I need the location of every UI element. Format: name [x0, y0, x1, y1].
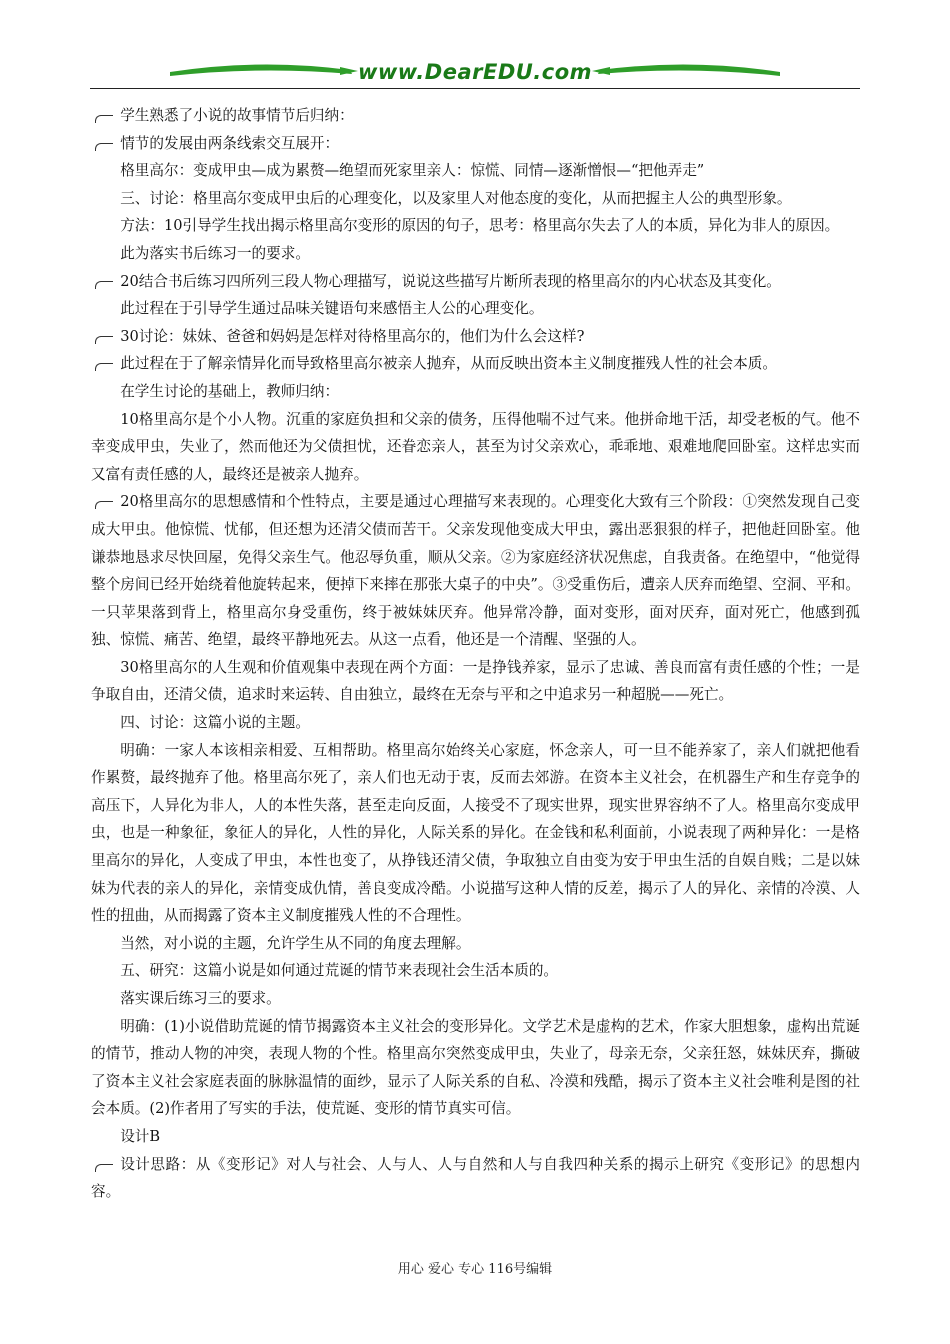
page-footer: 用心 爱心 专心 116号编辑	[397, 1262, 553, 1277]
paragraph: 四、讨论：这篇小说的主题。	[120, 714, 310, 732]
paragraph: 当然，对小说的主题，允许学生从不同的角度去理解。	[120, 934, 471, 952]
paragraph: 10格里高尔是个小人物。沉重的家庭负担和父亲的债务，压得他喘不过气来。他拼命地干活，却受老板的气。他不幸变成甲虫，失业了，然而他还为父债担忧，还眷恋亲人，甚至为讨父亲欢心，乖乖地、艰难地爬回卧室。这样忠实而又富有责任感的人，最终还是被亲人抛弃。	[91, 410, 860, 483]
page-header	[90, 58, 860, 92]
site-logo[interactable]: www.DearEDU.com	[357, 60, 593, 84]
paragraph: 方法：10引导学生找出揭示格里高尔变形的原因的句子，思考：格里高尔失去了人的本质，异化为非人的原因。	[120, 217, 840, 235]
paragraph: 在学生讨论的基础上，教师归纳：	[120, 382, 340, 400]
paragraph: 设计思路：从《变形记》对人与社会、人与人、人与自然和人与自我四种关系的揭示上研究《变形记》的思想内容。	[91, 1151, 860, 1206]
paragraph: 30格里高尔的人生观和价值观集中表现在两个方面：一是挣钱养家，显示了忠诚、善良而富有责任感的个性；一是争取自由，还清父债，追求时来运转、自由独立，最终在无奈与平和之中追求另一种超脱——死亡。	[91, 658, 860, 704]
paragraph: 学生熟悉了小说的故事情节后归纳：	[91, 102, 860, 130]
paragraph: 设计B	[120, 1127, 161, 1145]
paragraph: 落实课后练习三的要求。	[120, 990, 281, 1007]
paragraph: 情节的发展由两条线索交互展开：	[91, 130, 860, 158]
paragraph: 格里高尔：变成甲虫—成为累赘—绝望而死家里亲人：惊慌、同情—逐渐憎恨—“把他弄走”	[120, 162, 705, 180]
document-body	[91, 102, 860, 1206]
paragraph: 20格里高尔的思想感情和个性特点，主要是通过心理描写来表现的。心理变化大致有三个阶段：①突然发现自己变成大甲虫。他惊慌、忧郁，但还想为还清父债而苦干。父亲发现他变成大甲虫，露出恶狠狠的样子，把他赶回卧室。他谦恭地恳求尽快回屋，免得父亲生气。他忍辱负重，顺从父亲。②为家庭经济状况焦虑，自我责备。在绝望中，“他觉得整个房间已经开始绕着他旋转起来，便掉下来摔在那张大桌子的中央”。③受重伤后，遭亲人厌弃而绝望、空洞、平和。一只苹果落到背上，格里高尔身受重伤，终于被妹妹厌弃。他异常冷静，面对变形，面对厌弃，面对死亡，他感到孤独、惊慌、痛苦、绝望，最终平静地死去。从这一点看，他还是一个清醒、坚强的人。	[91, 488, 860, 654]
paragraph: 此过程在于了解亲情异化而导致格里高尔被亲人抛弃，从而反映出资本主义制度摧残人性的社会本质。	[91, 350, 860, 378]
paragraph: 30讨论：妹妹、爸爸和妈妈是怎样对待格里高尔的，他们为什么会这样?	[91, 323, 860, 351]
paragraph: 此过程在于引导学生通过品味关键语句来感悟主人公的心理变化。	[120, 300, 544, 318]
paragraph: 五、研究：这篇小说是如何通过荒诞的情节来表现社会生活本质的。	[120, 962, 559, 980]
paragraph: 明确：一家人本该相亲相爱、互相帮助。格里高尔始终关心家庭，怀念亲人，可一旦不能养家了，亲人们就把他看作累赘，最终抛弃了他。格里高尔死了，亲人们也无动于衷，反而去郊游。在资本主义社会，在机器生产和生存竞争的高压下，人异化为非人，人的本性失落，甚至走向反面，人接受不了现实世界，现实世界容纳不了人。格里高尔变成甲虫，也是一种象征，象征人的异化，人性的异化，人际关系的异化。在金钱和私利面前，小说表现了两种异化：一是格里高尔的异化，人变成了甲虫，本性也变了，从挣钱还清父债，争取独立自由变为安于甲虫生活的自娱自贱；二是以妹妹为代表的亲人的异化，亲情变成仇情，善良变成冷酷。小说描写这种人情的反差，揭示了人的异化、亲情的冷漠、人性的扭曲，从而揭露了资本主义制度摧残人性的不合理性。	[91, 741, 860, 925]
paragraph: 20结合书后练习四所列三段人物心理描写，说说这些描写片断所表现的格里高尔的内心状态及其变化。	[91, 268, 860, 296]
header-rule	[90, 88, 860, 89]
paragraph: 三、讨论：格里高尔变成甲虫后的心理变化，以及家里人对他态度的变化，从而把握主人公的典型形象。	[120, 189, 792, 207]
paragraph: 此为落实书后练习一的要求。	[120, 244, 310, 262]
paragraph: 明确：(1)小说借助荒诞的情节揭露资本主义社会的变形异化。文学艺术是虚构的艺术，作家大胆想象，虚构出荒诞的情节，推动人物的冲突，表现人物的个性。格里高尔突然变成甲虫，失业了，母亲无奈，父亲狂怒，妹妹厌弃，撕破了资本主义社会家庭表面的脉脉温情的面纱，显示了人际关系的自私、冷漠和残酷，揭示了资本主义社会唯利是图的社会本质。(2)作者用了写实的手法，使荒诞、变形的情节真实可信。	[91, 1017, 860, 1118]
